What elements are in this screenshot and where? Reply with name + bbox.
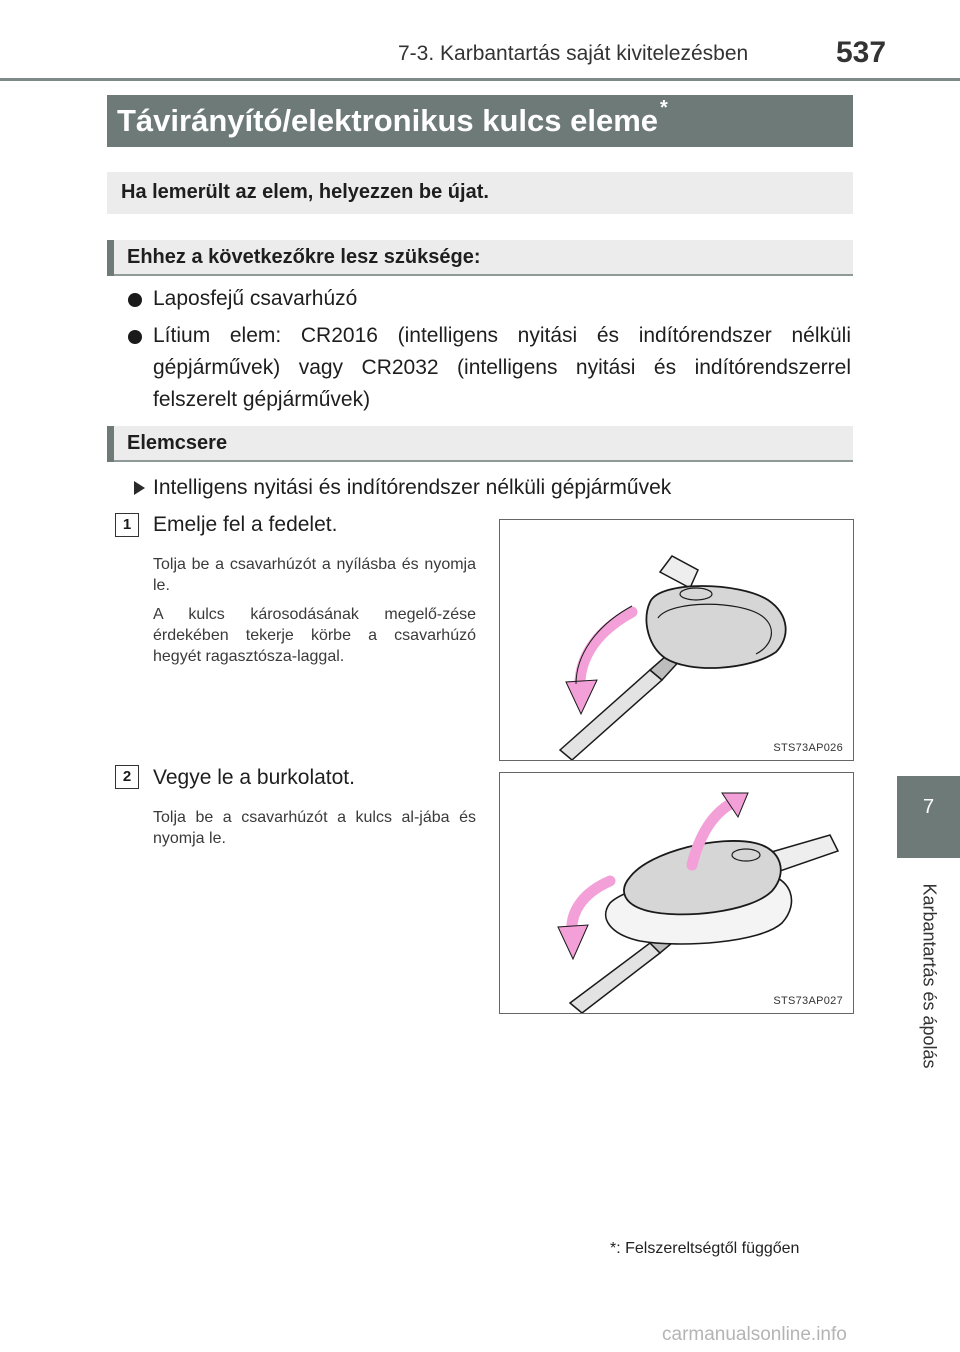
step-instruction: Vegye le a burkolatot. [153,766,355,789]
footnote-text: : Felszereltségtől függően [616,1240,800,1257]
needs-section-header [107,240,853,276]
figure-code: STS73AP026 [773,742,843,754]
figure-code: STS73AP027 [773,995,843,1007]
section-marker [107,426,114,462]
chapter-label: Karbantartás és ápolás [919,883,939,1069]
needs-item: Laposfejű csavarhúzó [153,287,358,310]
step-instruction: Emelje fel a fedelet. [153,513,338,536]
figure-open-cover [499,519,854,761]
triangle-bullet-icon [134,481,145,495]
page-number: 537 [836,36,887,69]
step-note: Tolja be a csavarhúzót a kulcs al-jába és nyomja le. [153,809,476,847]
title-asterisk: * [660,97,668,119]
key-case-illustration [500,773,853,1013]
step-number-1: 1 [115,513,139,537]
page-title [117,97,668,139]
replace-section-header [107,426,853,462]
chapter-label-container [897,868,960,1084]
bullet-icon [128,293,142,307]
section-marker [107,240,114,276]
figure-remove-case [499,772,854,1014]
watermark: carmanualsonline.info [662,1324,847,1345]
intro-text: Ha lemerült az elem, helyezzen be újat. [121,181,489,203]
bullet-icon [128,330,142,344]
step-note: Tolja be a csavarhúzót a nyílásba és nyomja le. [153,556,476,594]
variant-label: Intelligens nyitási és indítórendszer nélküli gépjárművek [153,476,672,499]
replace-section-heading: Elemcsere [127,432,228,454]
header-rule [0,78,960,81]
needs-section-heading: Ehhez a következőkre lesz szüksége: [127,246,481,268]
step-note: A kulcs károsodásának megelő-zése érdekében tekerje körbe a csavarhúzó hegyét ragasztósza-laggal. [153,606,476,665]
footnote-asterisk: * [610,1240,617,1257]
key-lever-illustration [500,520,853,760]
chapter-number: 7 [922,796,935,818]
needs-item: Lítium elem: CR2016 (intelligens nyitási és indítórendszer nélküli gépjárművek) vagy CR2032 (intelligens nyitási és indítórendszerrel felszerelt gépjárművek) [153,324,851,411]
step-number-2: 2 [115,765,139,789]
title-label: Távirányító/elektronikus kulcs eleme [117,103,659,138]
running-header: 7-3. Karbantartás saját kivitelezésben [398,42,749,65]
footnote [610,1240,799,1258]
